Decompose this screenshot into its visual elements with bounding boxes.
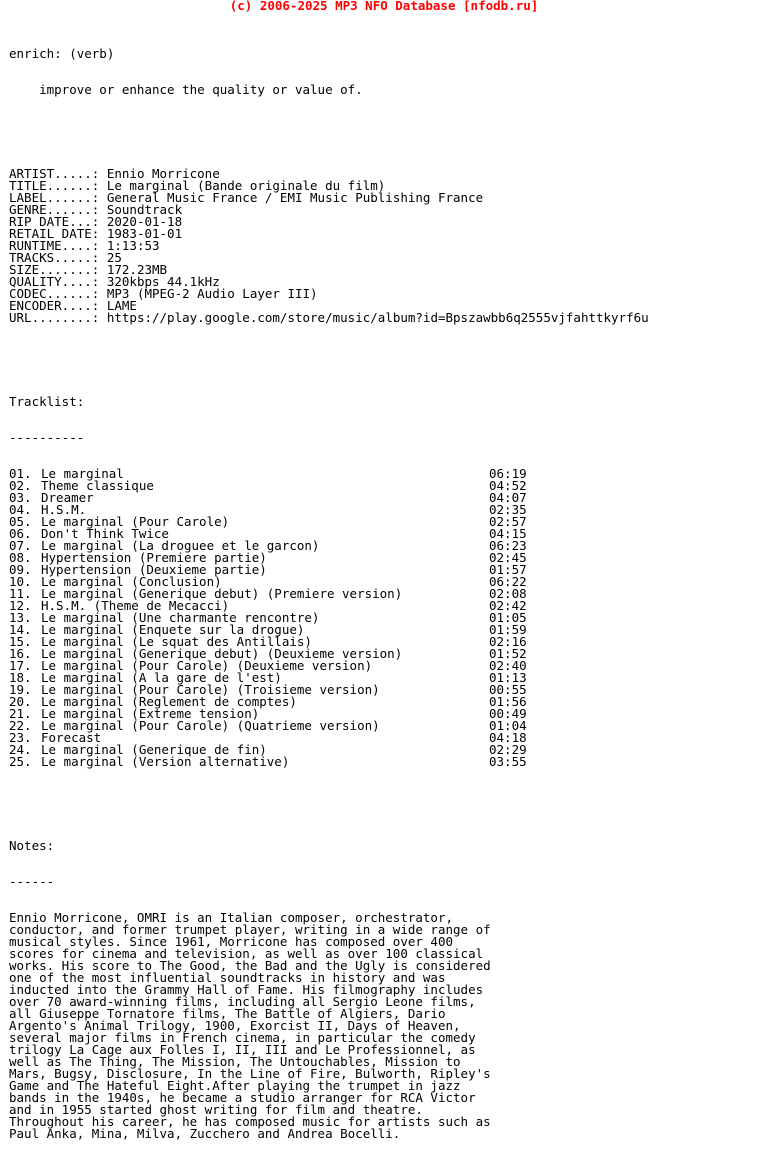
- track-number: 19.: [9, 682, 32, 697]
- track-duration: 02:45: [489, 550, 527, 565]
- track-duration: 01:13: [489, 670, 527, 685]
- track-number: 22.: [9, 718, 32, 733]
- track-row: [9, 756, 649, 768]
- track-duration: 02:40: [489, 658, 527, 673]
- notes-line: Mars, Bugsy, Disclosure, In the Line of Fire, Bulworth, Ripley's: [9, 1066, 491, 1081]
- blank-line: [9, 120, 649, 132]
- track-title: Dreamer: [41, 490, 94, 505]
- track-title: Le marginal (Generique de fin): [41, 742, 267, 757]
- track-title: Le marginal (Pour Carole) (Troisieme version): [41, 682, 380, 697]
- info-label: SIZE.......:: [9, 262, 100, 277]
- track-number: 23.: [9, 730, 32, 745]
- info-value: https://play.google.com/store/music/album?id=Bpszawbb6q2555vjfahttkyrf6u: [106, 310, 649, 325]
- track-title: Forecast: [41, 730, 102, 745]
- notes-line: Throughout his career, he has composed music for artists such as: [9, 1114, 491, 1129]
- track-duration: 04:07: [489, 490, 527, 505]
- track-title: Don't Think Twice: [41, 526, 169, 541]
- track-title: Le marginal (Version alternative): [41, 754, 290, 769]
- track-number: 02.: [9, 478, 32, 493]
- track-number: 04.: [9, 502, 32, 517]
- track-title: Le marginal (Generique debut) (Premiere version): [41, 586, 403, 601]
- info-value: Le marginal (Bande originale du film): [106, 178, 386, 193]
- track-title: H.S.M.: [41, 502, 87, 517]
- track-number: 21.: [9, 706, 32, 721]
- track-number: 24.: [9, 742, 32, 757]
- track-number: 14.: [9, 622, 32, 637]
- track-number: 08.: [9, 550, 32, 565]
- info-value: MP3 (MPEG-2 Audio Layer III): [106, 286, 318, 301]
- info-label: ENCODER....:: [9, 298, 100, 313]
- info-label: RUNTIME....:: [9, 238, 100, 253]
- track-number: 12.: [9, 598, 32, 613]
- release-info: [9, 168, 649, 324]
- track-duration: 03:55: [489, 754, 527, 769]
- blank-line: [9, 804, 649, 816]
- info-value: 172.23MB: [106, 262, 168, 277]
- track-duration: 01:57: [489, 562, 527, 577]
- notes-line: Game and The Hateful Eight.After playing the trumpet in jazz: [9, 1078, 461, 1093]
- definition-meaning: improve or enhance the quality or value of.: [9, 82, 363, 97]
- notes-line: Ennio Morricone, OMRI is an Italian composer, orchestrator,: [9, 910, 454, 925]
- info-value: 1983-01-01: [106, 226, 183, 241]
- track-duration: 04:18: [489, 730, 527, 745]
- track-duration: 01:05: [489, 610, 527, 625]
- info-value: General Music France / EMI Music Publishing France: [106, 190, 484, 205]
- notes-text: [9, 912, 649, 1140]
- track-number: 09.: [9, 562, 32, 577]
- info-label: QUALITY....:: [9, 274, 100, 289]
- track-number: 01.: [9, 466, 32, 481]
- track-duration: 02:29: [489, 742, 527, 757]
- notes-line: trilogy La Cage aux Folles I, II, III and Le Professionnel, as: [9, 1042, 476, 1057]
- tracklist-heading: Tracklist:: [9, 394, 85, 409]
- track-number: 11.: [9, 586, 32, 601]
- notes-line: scores for cinema and television, as well as over 100 classical: [9, 946, 484, 961]
- track-title: Le marginal (Reglement de comptes): [41, 694, 297, 709]
- notes-line: well as The Thing, The Mission, The Untouchables, Mission to: [9, 1054, 461, 1069]
- track-title: Le marginal (Le squat des Antillais): [41, 634, 312, 649]
- site-banner[interactable]: (c) 2006-2025 MP3 NFO Database [nfodb.ru]: [229, 0, 539, 13]
- track-title: Le marginal (Generique debut) (Deuxieme version): [41, 646, 403, 661]
- track-title: Le marginal (A la gare de l'est): [41, 670, 282, 685]
- notes-line: one of the most influential soundtracks in history and was: [9, 970, 446, 985]
- track-number: 20.: [9, 694, 32, 709]
- track-number: 10.: [9, 574, 32, 589]
- info-value: 1:13:53: [106, 238, 160, 253]
- track-duration: 02:08: [489, 586, 527, 601]
- notes-line: several major films in French cinema, in particular the comedy: [9, 1030, 476, 1045]
- info-label: CODEC......:: [9, 286, 100, 301]
- notes-line: works. His score to The Good, the Bad and the Ugly is considered: [9, 958, 491, 973]
- track-number: 07.: [9, 538, 32, 553]
- track-number: 03.: [9, 490, 32, 505]
- track-duration: 01:52: [489, 646, 527, 661]
- track-duration: 01:56: [489, 694, 527, 709]
- info-label: ARTIST.....:: [9, 166, 100, 181]
- track-title: Le marginal (La droguee et le garcon): [41, 538, 320, 553]
- track-title: Le marginal (Pour Carole) (Quatrieme version): [41, 718, 380, 733]
- track-duration: 06:19: [489, 466, 527, 481]
- notes-line: musical styles. Since 1961, Morricone has composed over 400: [9, 934, 454, 949]
- notes-line: over 70 award-winning films, including all Sergio Leone films,: [9, 994, 476, 1009]
- track-duration: 02:35: [489, 502, 527, 517]
- track-title: Hypertension (Premiere partie): [41, 550, 267, 565]
- track-title: Le marginal (Extreme tension): [41, 706, 260, 721]
- track-number: 25.: [9, 754, 32, 769]
- track-duration: 00:55: [489, 682, 527, 697]
- info-label: TRACKS.....:: [9, 250, 100, 265]
- notes-line: conductor, and former trumpet player, writing in a wide range of: [9, 922, 491, 937]
- tracklist-underline: ----------: [9, 430, 85, 445]
- blank-line: [9, 360, 649, 372]
- track-duration: 06:23: [489, 538, 527, 553]
- tracklist: [9, 468, 649, 768]
- track-number: 05.: [9, 514, 32, 529]
- notes-heading: Notes:: [9, 838, 55, 853]
- track-duration: 04:52: [489, 478, 527, 493]
- notes-line: and in 1955 started ghost writing for film and theatre.: [9, 1102, 423, 1117]
- info-value: 2020-01-18: [106, 214, 183, 229]
- info-value: 320kbps 44.1kHz: [106, 274, 220, 289]
- track-row: [9, 492, 649, 504]
- track-title: Le marginal (Enquete sur la drogue): [41, 622, 305, 637]
- notes-line: Argento's Animal Trilogy, 1900, Exorcist II, Days of Heaven,: [9, 1018, 461, 1033]
- definition-word: enrich: (verb): [9, 46, 115, 61]
- info-value: LAME: [106, 298, 137, 313]
- notes-line: Paul Anka, Mina, Milva, Zucchero and Andrea Bocelli.: [9, 1126, 401, 1141]
- track-title: Le marginal: [41, 466, 124, 481]
- track-title: Le marginal (Conclusion): [41, 574, 222, 589]
- track-duration: 02:57: [489, 514, 527, 529]
- track-duration: 02:16: [489, 634, 527, 649]
- info-label: TITLE......:: [9, 178, 100, 193]
- info-row: [9, 312, 649, 324]
- info-value: 25: [106, 250, 122, 265]
- track-title: Theme classique: [41, 478, 154, 493]
- track-duration: 00:49: [489, 706, 527, 721]
- track-number: 17.: [9, 658, 32, 673]
- notes-line: bands in the 1940s, he became a studio arranger for RCA Victor: [9, 1090, 476, 1105]
- track-number: 13.: [9, 610, 32, 625]
- info-label: RETAIL DATE:: [9, 226, 100, 241]
- track-title: H.S.M. (Theme de Mecacci): [41, 598, 230, 613]
- track-title: Le marginal (Une charmante rencontre): [41, 610, 320, 625]
- track-title: Hypertension (Deuxieme partie): [41, 562, 267, 577]
- info-label: GENRE......:: [9, 202, 100, 217]
- track-row: [9, 480, 649, 492]
- info-label: URL........:: [9, 310, 100, 325]
- notes-line: all Giuseppe Tornatore films, The Battle of Algiers, Dario: [9, 1006, 446, 1021]
- info-value: Ennio Morricone: [106, 166, 220, 181]
- track-duration: 01:59: [489, 622, 527, 637]
- track-number: 16.: [9, 646, 32, 661]
- notes-underline: ------: [9, 874, 55, 889]
- track-duration: 06:22: [489, 574, 527, 589]
- track-title: Le marginal (Pour Carole): [41, 514, 230, 529]
- track-duration: 02:42: [489, 598, 527, 613]
- track-title: Le marginal (Pour Carole) (Deuxieme version): [41, 658, 373, 673]
- track-duration: 04:15: [489, 526, 527, 541]
- notes-line: inducted into the Grammy Hall of Fame. His filmography includes: [9, 982, 484, 997]
- info-label: RIP DATE...:: [9, 214, 100, 229]
- track-number: 06.: [9, 526, 32, 541]
- nfo-document: [9, 24, 649, 1152]
- info-value: Soundtrack: [106, 202, 183, 217]
- track-number: 18.: [9, 670, 32, 685]
- track-row: [9, 720, 649, 732]
- info-label: LABEL......:: [9, 190, 100, 205]
- track-duration: 01:04: [489, 718, 527, 733]
- track-number: 15.: [9, 634, 32, 649]
